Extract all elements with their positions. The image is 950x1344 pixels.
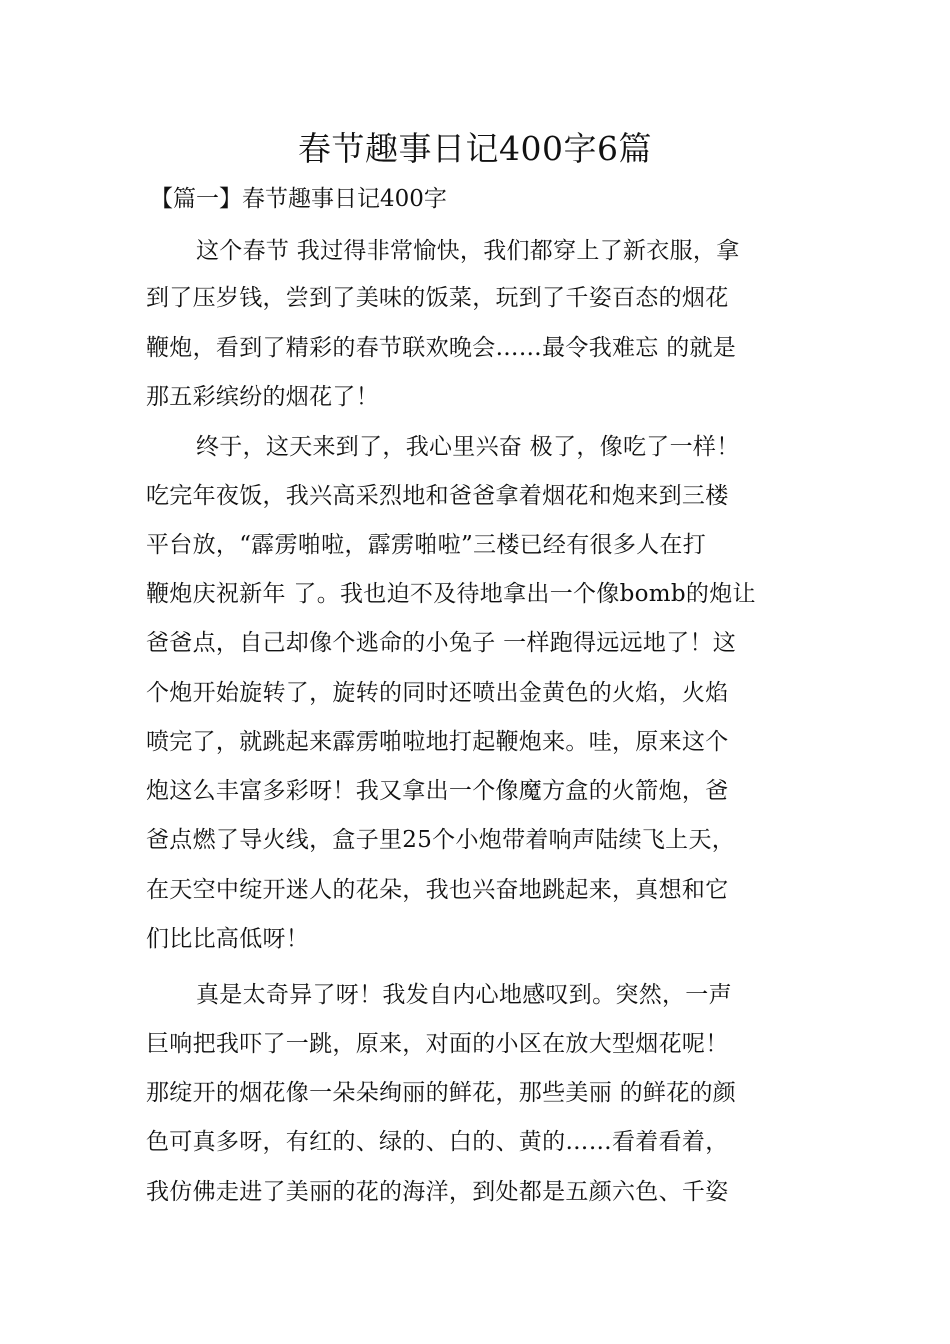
paragraph-line: 在天空中绽开迷人的花朵，我也兴奋地跳起来，真想和它	[146, 877, 729, 903]
paragraph-line: 那绽开的烟花像一朵朵绚丽的鲜花，那些美丽 的鲜花的颜	[146, 1080, 737, 1106]
paragraph-line: 那五彩缤纷的烟花了！	[146, 384, 379, 410]
paragraph-line: 喷完了，就跳起来霹雳啪啦地打起鞭炮来。哇，原来这个	[146, 729, 729, 755]
document-title: 春节趣事日记400字6篇	[298, 129, 652, 168]
paragraph-line: 鞭炮庆祝新年 了。我也迫不及待地拿出一个像bomb的炮让	[146, 581, 756, 607]
paragraph-line: 鞭炮，看到了精彩的春节联欢晚会……最令我难忘 的就是	[146, 335, 737, 361]
paragraph-line: 巨响把我吓了一跳，原来，对面的小区在放大型烟花呢！	[146, 1031, 729, 1057]
paragraph-line: 们比比高低呀！	[146, 926, 310, 952]
paragraph-line: 平台放，“霹雳啪啦，霹雳啪啦”三楼已经有很多人在打	[146, 532, 707, 558]
paragraph-line: 真是太奇异了呀！我发自内心地感叹到。突然，一声	[196, 982, 732, 1008]
paragraph-line: 到了压岁钱，尝到了美味的饭菜，玩到了千姿百态的烟花	[146, 285, 729, 311]
paragraph-line: 这个春节 我过得非常愉快，我们都穿上了新衣服，拿	[196, 238, 740, 264]
paragraph-line: 终于，这天来到了，我心里兴奋 极了，像吃了一样！	[196, 434, 740, 460]
paragraph-line: 色可真多呀，有红的、绿的、白的、黄的……看着看着，	[146, 1129, 729, 1155]
paragraph-line: 个炮开始旋转了，旋转的同时还喷出金黄色的火焰，火焰	[146, 680, 729, 706]
paragraph-line: 我仿佛走进了美丽的花的海洋，到处都是五颜六色、千姿	[146, 1179, 729, 1205]
paragraph-line: 吃完年夜饭，我兴高采烈地和爸爸拿着烟花和炮来到三楼	[146, 483, 729, 509]
paragraph-line: 炮这么丰富多彩呀！我又拿出一个像魔方盒的火箭炮，爸	[146, 778, 729, 804]
paragraph-line: 爸爸点，自己却像个逃命的小兔子 一样跑得远远地了！这	[146, 630, 737, 656]
paragraph-line: 爸点燃了导火线，盒子里25个小炮带着响声陆续飞上天，	[146, 827, 736, 853]
section-heading: 【篇一】春节趣事日记400字	[150, 186, 447, 212]
